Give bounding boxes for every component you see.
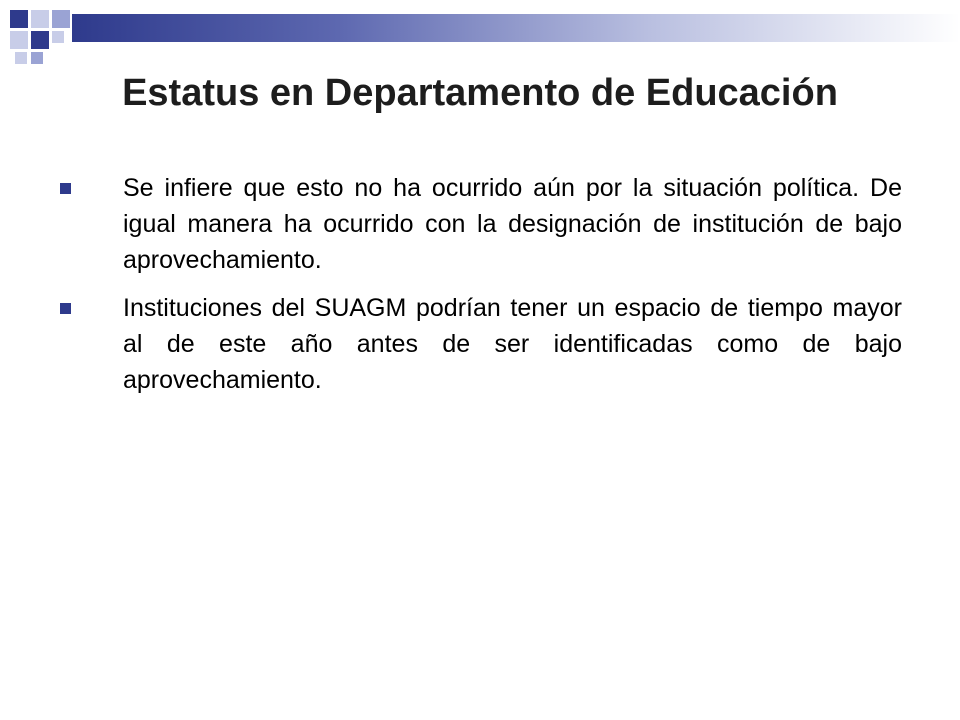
bullet-text: Instituciones del SUAGM podrían tener un espacio de tiempo mayor al de este año antes de ser identificadas como de bajo aprovechamiento. [123, 294, 902, 394]
square-bullet-icon [60, 183, 71, 194]
deco-square [15, 52, 27, 64]
deco-square [31, 10, 49, 28]
deco-square [10, 31, 28, 49]
bullet-list [60, 170, 902, 410]
slide-title: Estatus en Departamento de Educación [122, 72, 838, 114]
bullet-item [60, 170, 902, 278]
deco-square [31, 31, 49, 49]
square-bullet-icon [60, 303, 71, 314]
deco-square [52, 10, 70, 28]
deco-square [52, 31, 64, 43]
deco-square [31, 52, 43, 64]
deco-square [10, 10, 28, 28]
header-gradient-bar [72, 14, 960, 42]
bullet-text: Se infiere que esto no ha ocurrido aún por la situación política. De igual manera ha ocurrido con la designación de institución de bajo aprovechamiento. [123, 174, 902, 274]
bullet-item [60, 290, 902, 398]
